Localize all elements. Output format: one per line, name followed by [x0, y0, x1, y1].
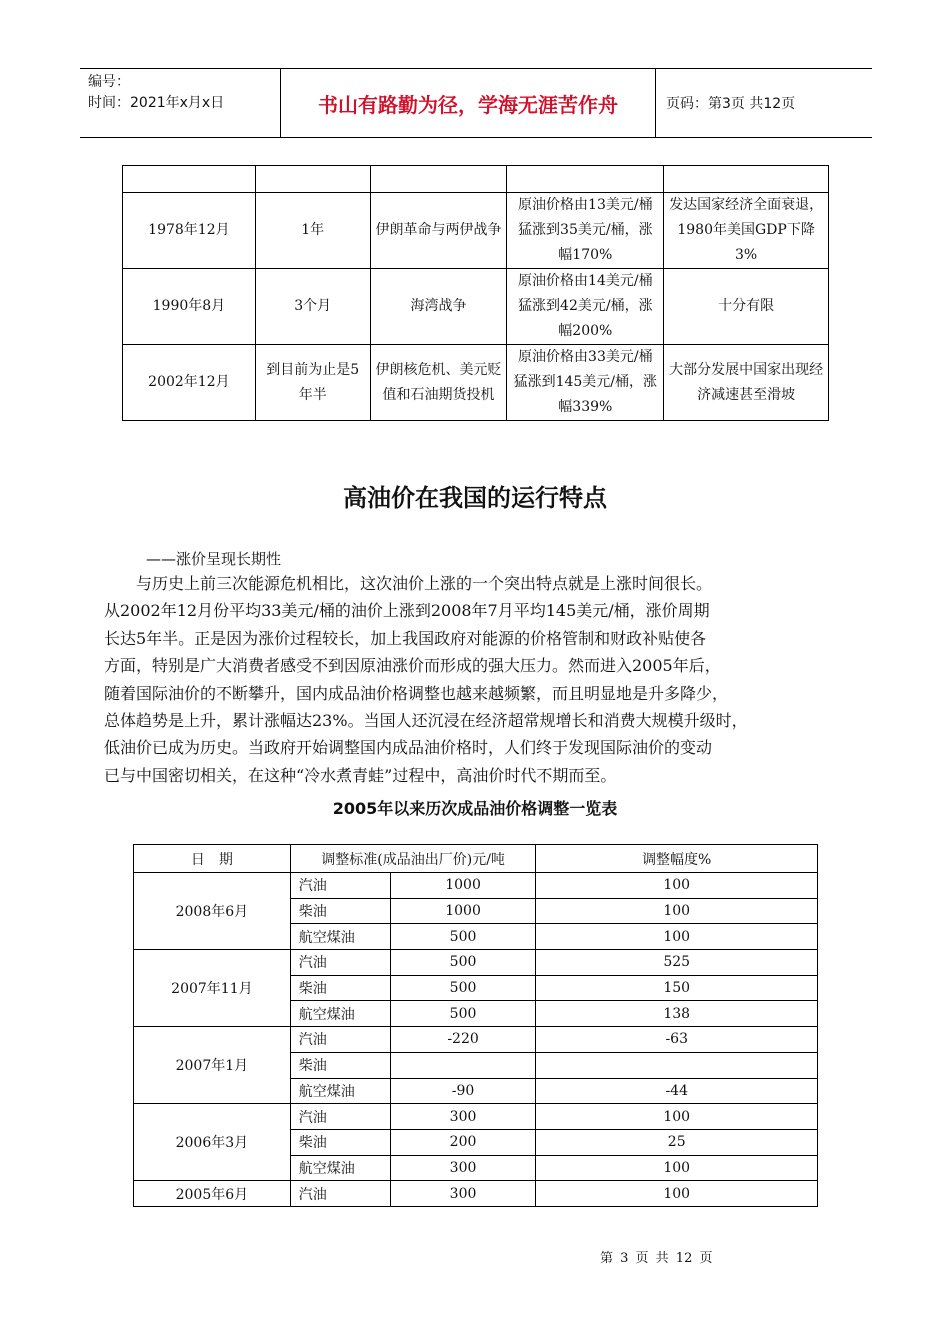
cell-range: -63 [536, 1027, 818, 1053]
header-date: 日 期 [134, 845, 291, 873]
table-row [134, 950, 818, 976]
cell-type: 航空煤油 [290, 924, 390, 950]
cell-impact: 发达国家经济全面衰退，1980年美国GDP下降3% [664, 193, 829, 269]
cell-range: 138 [536, 1001, 818, 1027]
cell-standard: 300 [390, 1155, 536, 1181]
time-label: 时间：2021年x月x日 [88, 95, 225, 111]
crisis-table [122, 165, 829, 421]
price-adjust-table [133, 844, 818, 1207]
cell-type: 柴油 [290, 975, 390, 1001]
cell-type: 柴油 [290, 1129, 390, 1155]
table-row [134, 873, 818, 899]
cell-cause: 伊朗革命与两伊战争 [370, 193, 507, 269]
cell-date: 2007年11月 [134, 950, 291, 1027]
table-header-row [134, 845, 818, 873]
cell-price: 原油价格由14美元/桶猛涨到42美元/桶，涨幅200% [507, 269, 664, 345]
cell-impact: 十分有限 [664, 269, 829, 345]
adjust-table-title: 2005年以来历次成品油价格调整一览表 [332, 799, 618, 818]
cell-duration: 1年 [255, 193, 370, 269]
cell-standard: 500 [390, 924, 536, 950]
cell-type: 柴油 [290, 1052, 390, 1078]
table-row [123, 345, 829, 421]
body-paragraph [104, 570, 856, 789]
cell-range [536, 1052, 818, 1078]
table-row [134, 1104, 818, 1130]
header-motto: 书山有路勤为径，学海无涯苦作舟 [281, 69, 656, 137]
section-subheading: ——涨价呈现长期性 [146, 550, 282, 568]
cell-range: 100 [536, 1155, 818, 1181]
cell-standard [390, 1052, 536, 1078]
header-page-info: 页码：第3页 共12页 [666, 96, 796, 112]
paragraph-line: 从2002年12月份平均33美元/桶的油价上涨到2008年7月平均145美元/桶，涨价周期 [104, 601, 710, 621]
header-meta [80, 69, 281, 137]
cell-standard: 500 [390, 950, 536, 976]
cell-type: 柴油 [290, 898, 390, 924]
cell-cause: 伊朗核危机、美元贬值和石油期货投机 [370, 345, 507, 421]
cell-date: 2005年6月 [134, 1181, 291, 1207]
paragraph-line: 随着国际油价的不断攀升，国内成品油价格调整也越来越频繁，而且明显地是升多降少， [104, 683, 729, 703]
paragraph-line: 低油价已成为历史。当政府开始调整国内成品油价格时，人们终于发现国际油价的变动 [104, 738, 713, 758]
cell-standard: 500 [390, 1001, 536, 1027]
table-row [134, 1181, 818, 1207]
cell-range: 25 [536, 1129, 818, 1155]
cell-standard: 300 [390, 1181, 536, 1207]
cell-type: 汽油 [290, 873, 390, 899]
cell-range: 100 [536, 898, 818, 924]
cell-range: 100 [536, 873, 818, 899]
table-row [123, 193, 829, 269]
paragraph-line: 与历史上前三次能源危机相比，这次油价上涨的一个突出特点就是上涨时间很长。 [104, 574, 713, 593]
cell-date: 2006年3月 [134, 1104, 291, 1181]
cell-type: 汽油 [290, 1027, 390, 1053]
cell-impact: 大部分发展中国家出现经济减速甚至滑坡 [664, 345, 829, 421]
header-range: 调整幅度% [536, 845, 818, 873]
cell-standard: 1000 [390, 873, 536, 899]
paragraph-line: 已与中国密切相关，在这种“冷水煮青蛙”过程中，高油价时代不期而至。 [104, 765, 617, 785]
cell-cause: 海湾战争 [370, 269, 507, 345]
cell-standard: 200 [390, 1129, 536, 1155]
cell-type: 汽油 [290, 1104, 390, 1130]
paragraph-line: 总体趋势是上升，累计涨幅达23%。当国人还沉浸在经济超常规增长和消费大规模升级时， [104, 711, 748, 731]
header-standard: 调整标准(成品油出厂价)元/吨 [290, 845, 536, 873]
cell-range: -44 [536, 1078, 818, 1104]
cell-type: 航空煤油 [290, 1001, 390, 1027]
cell-range: 100 [536, 1104, 818, 1130]
cell-type: 汽油 [290, 950, 390, 976]
cell-type: 汽油 [290, 1181, 390, 1207]
paragraph-line: 长达5年半。正是因为涨价过程较长，加上我国政府对能源的价格管制和财政补贴使各 [104, 628, 707, 648]
cell-standard: -90 [390, 1078, 536, 1104]
cell-date: 1990年8月 [123, 269, 256, 345]
table-row [123, 269, 829, 345]
cell-date: 2002年12月 [123, 345, 256, 421]
cell-range: 100 [536, 924, 818, 950]
cell-date: 1978年12月 [123, 193, 256, 269]
cell-standard: -220 [390, 1027, 536, 1053]
cell-duration: 3个月 [255, 269, 370, 345]
cell-type: 航空煤油 [290, 1155, 390, 1181]
cell-standard: 300 [390, 1104, 536, 1130]
cell-duration: 到目前为止是5年半 [255, 345, 370, 421]
cell-date: 2007年1月 [134, 1027, 291, 1104]
page-footer: 第 3 页 共 12 页 [600, 1251, 713, 1266]
cell-range: 100 [536, 1181, 818, 1207]
table-row [123, 166, 829, 193]
cell-price: 原油价格由33美元/桶猛涨到145美元/桶，涨幅339% [507, 345, 664, 421]
paragraph-line: 方面，特别是广大消费者感受不到因原油涨价而形成的强大压力。然而进入2005年后， [104, 656, 721, 676]
cell-range: 150 [536, 975, 818, 1001]
cell-date: 2008年6月 [134, 873, 291, 950]
cell-standard: 1000 [390, 898, 536, 924]
section-title: 高油价在我国的运行特点 [343, 484, 607, 512]
cell-type: 航空煤油 [290, 1078, 390, 1104]
cell-standard: 500 [390, 975, 536, 1001]
cell-price: 原油价格由13美元/桶猛涨到35美元/桶，涨幅170% [507, 193, 664, 269]
cell-range: 525 [536, 950, 818, 976]
page-header [80, 68, 872, 138]
table-row [134, 1027, 818, 1053]
number-label: 编号： [88, 74, 130, 90]
